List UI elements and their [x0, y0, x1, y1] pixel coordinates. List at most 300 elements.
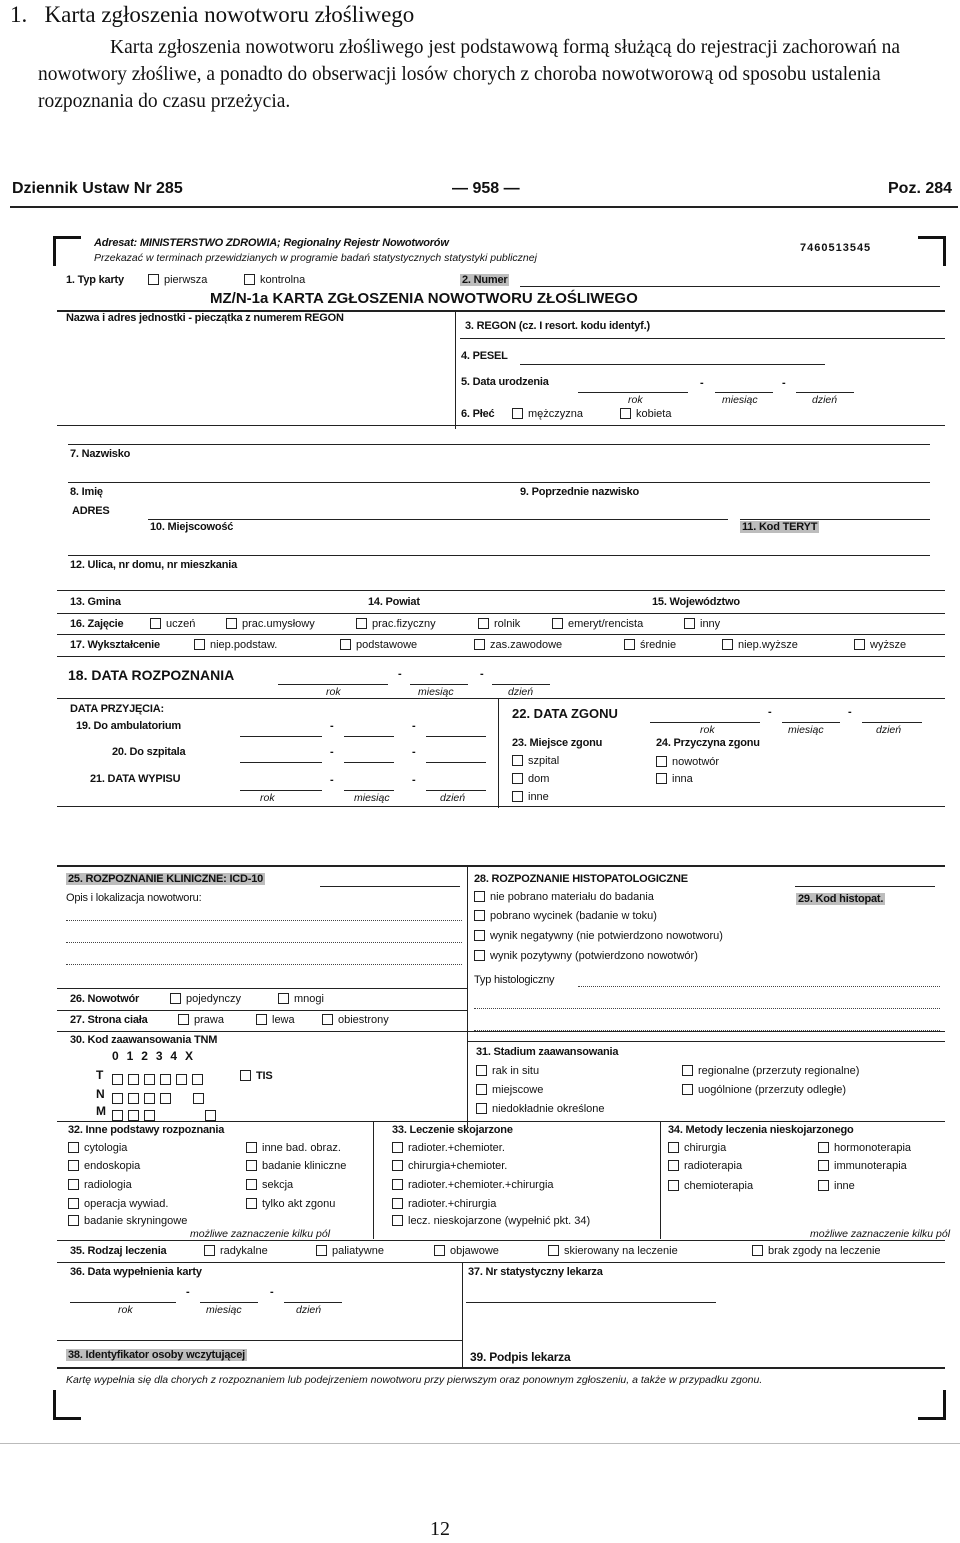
- gazette-rule: [10, 206, 958, 208]
- checkbox[interactable]: [476, 1084, 487, 1095]
- combined-option[interactable]: [392, 1142, 505, 1154]
- diagnosis-date-label: 18. DATA ROZPOZNANIA: [68, 667, 235, 683]
- year-caption: rok: [326, 686, 341, 698]
- option-label: rak in situ: [492, 1065, 540, 1077]
- occupation-option[interactable]: [478, 618, 520, 630]
- tnm-t-boxes[interactable]: [112, 1070, 208, 1088]
- clinical-diag-label: 25. ROZPOZNANIE KLINICZNE: ICD-10: [68, 873, 264, 885]
- option-label: paliatywne: [332, 1245, 384, 1257]
- other-basis-option[interactable]: [68, 1198, 168, 1210]
- divider: [373, 1121, 374, 1239]
- ambulatory-label: 19. Do ambulatorium: [76, 720, 181, 732]
- checkbox[interactable]: [548, 1245, 559, 1256]
- checkbox[interactable]: [392, 1160, 403, 1171]
- year-caption: rok: [118, 1304, 133, 1316]
- death-date-label: 22. DATA ZGONU: [512, 706, 618, 721]
- locality-label: 10. Miejscowość: [150, 521, 234, 533]
- corner-mark: [918, 1390, 946, 1420]
- divider: [57, 1031, 945, 1032]
- divider: [57, 865, 945, 867]
- signature-label: 39. Podpis lekarza: [470, 1350, 571, 1364]
- divider: [57, 806, 945, 807]
- checkbox[interactable]: [552, 618, 563, 629]
- histo-type-line[interactable]: [578, 986, 940, 987]
- option-label: inne: [834, 1180, 855, 1192]
- checkbox[interactable]: [512, 773, 523, 784]
- other-basis-option[interactable]: [246, 1179, 293, 1191]
- checkbox[interactable]: [68, 1179, 79, 1190]
- option-label: prawa: [194, 1014, 224, 1026]
- date-field[interactable]: [426, 762, 486, 763]
- checkbox[interactable]: [246, 1198, 257, 1209]
- checkbox[interactable]: [668, 1142, 679, 1153]
- option-label: wyższe: [870, 639, 907, 651]
- year-caption: rok: [260, 792, 275, 804]
- divider: [467, 865, 468, 1127]
- option-label: radioter.+chemioter.+chirurgia: [408, 1179, 554, 1191]
- barcode-number: 7460513545: [800, 242, 872, 254]
- divider: [57, 590, 945, 591]
- option-label: miejscowe: [492, 1084, 544, 1096]
- histo-code-field[interactable]: [795, 886, 935, 887]
- non-combined-option[interactable]: [818, 1180, 855, 1192]
- education-option[interactable]: [722, 639, 798, 651]
- option-label: zas.zawodowe: [490, 639, 563, 651]
- checkbox[interactable]: [246, 1160, 257, 1171]
- treatment-type-option[interactable]: [548, 1245, 678, 1257]
- checkbox[interactable]: [818, 1180, 829, 1191]
- death-place-option[interactable]: [512, 755, 559, 767]
- divider: [57, 425, 945, 426]
- checkbox[interactable]: [150, 618, 161, 629]
- section-number: 1.: [10, 2, 28, 27]
- page-rule: [0, 1443, 960, 1444]
- multi-select-note: możliwe zaznaczenie kilku pól: [810, 1228, 951, 1240]
- option-label: emeryt/rencista: [568, 618, 644, 630]
- checkbox[interactable]: [68, 1142, 79, 1153]
- surname-field[interactable]: [68, 444, 930, 445]
- checkbox[interactable]: [322, 1014, 333, 1025]
- checkbox[interactable]: [392, 1198, 403, 1209]
- regon-field[interactable]: [460, 338, 945, 339]
- option-label: tylko akt zgonu: [262, 1198, 336, 1210]
- occupation-label: 16. Zajęcie: [70, 618, 124, 630]
- option-label: pobrano wycinek (badanie w toku): [490, 910, 657, 922]
- checkbox[interactable]: [246, 1179, 257, 1190]
- pesel-field[interactable]: [520, 364, 825, 365]
- other-basis-option[interactable]: [68, 1142, 127, 1154]
- month-caption: miesiąc: [418, 686, 454, 698]
- stage-option[interactable]: [476, 1065, 539, 1077]
- option-label: nie pobrano materiału do badania: [490, 891, 654, 903]
- doctor-stat-no-field[interactable]: [466, 1302, 716, 1303]
- divider: [57, 634, 945, 635]
- other-basis-option[interactable]: [68, 1179, 132, 1191]
- day-caption: dzień: [876, 724, 902, 736]
- section-title: Karta zgłoszenia nowotworu złośliwego: [44, 2, 415, 27]
- histo-option[interactable]: [474, 950, 698, 962]
- street-field[interactable]: [68, 555, 930, 556]
- death-cause-option[interactable]: [656, 756, 719, 768]
- non-combined-option[interactable]: [668, 1160, 742, 1172]
- regon-label: 3. REGON (cz. I resort. kodu identyf.): [465, 320, 650, 332]
- surname-label: 7. Nazwisko: [70, 448, 131, 460]
- histo-option[interactable]: [474, 910, 657, 922]
- body-side-option[interactable]: [322, 1014, 389, 1026]
- treatment-type-option[interactable]: [434, 1245, 499, 1257]
- checkbox[interactable]: [476, 1065, 487, 1076]
- day-caption: dzień: [812, 394, 838, 406]
- tumor-option[interactable]: [278, 993, 324, 1005]
- card-type-label: 1. Typ karty: [66, 274, 124, 286]
- combined-option[interactable]: [392, 1160, 507, 1172]
- combined-option[interactable]: [392, 1198, 496, 1210]
- tnm-n-boxes[interactable]: [112, 1089, 209, 1107]
- przekazac-text: Przekazać w terminach przewidzianych w programie badań statystycznych statystyki publicznej: [94, 252, 537, 264]
- histo-option[interactable]: [474, 930, 723, 942]
- option-label: wynik negatywny (nie potwierdzono nowotworu): [490, 930, 723, 942]
- body-side-label: 27. Strona ciała: [70, 1014, 148, 1026]
- number-label: 2. Numer: [462, 274, 508, 286]
- date-field[interactable]: [426, 736, 486, 737]
- hospital-label: 20. Do szpitala: [112, 746, 186, 758]
- checkbox[interactable]: [178, 1014, 189, 1025]
- option-label: badanie kliniczne: [262, 1160, 347, 1172]
- icd10-field[interactable]: [320, 886, 460, 887]
- checkbox[interactable]: [278, 993, 289, 1004]
- option-label: objawowe: [450, 1245, 499, 1257]
- gmina-label: 13. Gmina: [70, 596, 121, 608]
- tnm-tis[interactable]: [240, 1070, 273, 1082]
- divider: [498, 698, 499, 808]
- option-label: chirurgia: [684, 1142, 727, 1154]
- option-label: chirurgia+chemioter.: [408, 1160, 508, 1172]
- death-place-option[interactable]: [512, 773, 549, 785]
- option-label: nowotwór: [672, 756, 720, 768]
- operator-id-label: 38. Identyfikator osoby wczytującej: [68, 1349, 246, 1361]
- checkbox[interactable]: [148, 274, 159, 285]
- checkbox[interactable]: [68, 1198, 79, 1209]
- option-label: pierwsza: [164, 274, 208, 286]
- checkbox[interactable]: [256, 1014, 267, 1025]
- option-label: hormonoterapia: [834, 1142, 912, 1154]
- discharge-label: 21. DATA WYPISU: [90, 773, 181, 785]
- date-field[interactable]: [240, 762, 322, 763]
- option-label: dom: [528, 773, 550, 785]
- option-label: skierowany na leczenie: [564, 1245, 678, 1257]
- tnm-columns: 0 1 2 3 4 X: [112, 1049, 193, 1063]
- checkbox[interactable]: [624, 639, 635, 650]
- pesel-label: 4. PESEL: [461, 350, 508, 362]
- date-field[interactable]: [344, 736, 394, 737]
- stage-option[interactable]: [682, 1084, 846, 1096]
- non-combined-label: 34. Metody leczenia nieskojarzonego: [668, 1124, 854, 1136]
- day-caption: dzień: [508, 686, 534, 698]
- option-label: lecz. nieskojarzone (wypełnić pkt. 34): [408, 1215, 591, 1227]
- option-label: kontrolna: [260, 274, 306, 286]
- checkbox[interactable]: [512, 755, 523, 766]
- option-label: badanie skryningowe: [84, 1215, 188, 1227]
- option-label: obiestrony: [338, 1014, 389, 1026]
- divider: [57, 1262, 945, 1263]
- admission-date-label: DATA PRZYJĘCIA:: [70, 703, 164, 715]
- education-label: 17. Wykształcenie: [70, 639, 160, 651]
- education-option[interactable]: [854, 639, 906, 651]
- option-label: radioter.+chemioter.: [408, 1142, 505, 1154]
- checkbox[interactable]: [194, 639, 205, 650]
- other-basis-option[interactable]: [246, 1198, 335, 1210]
- option-label: niep.wyższe: [738, 639, 798, 651]
- checkbox[interactable]: [474, 891, 485, 902]
- birthdate-label: 5. Data urodzenia: [461, 376, 549, 388]
- stage-option[interactable]: [476, 1103, 605, 1115]
- multi-select-note: możliwe zaznaczenie kilku pól: [190, 1228, 331, 1240]
- checkbox[interactable]: [246, 1142, 257, 1153]
- histo-type-line[interactable]: [474, 1008, 940, 1009]
- option-label: inne: [528, 791, 549, 803]
- locality-field[interactable]: [148, 519, 728, 520]
- day-caption: dzień: [440, 792, 466, 804]
- divider: [57, 1121, 945, 1122]
- checkbox[interactable]: [356, 618, 367, 629]
- checkbox[interactable]: [818, 1160, 829, 1171]
- footnote: Kartę wypełnia się dla chorych z rozpoznaniem lub podejrzeniem nowotworu przy pierwszym oraz ponownym zgłoszeniu, a także w przypadku zgonu.: [66, 1374, 763, 1386]
- checkbox[interactable]: [226, 618, 237, 629]
- death-place-label: 23. Miejsce zgonu: [512, 737, 603, 749]
- divider: [57, 1010, 467, 1011]
- checkbox[interactable]: [474, 950, 485, 961]
- date-field[interactable]: [240, 736, 322, 737]
- option-label: szpital: [528, 755, 560, 767]
- other-basis-option[interactable]: [246, 1142, 341, 1154]
- divider: [57, 988, 467, 989]
- combined-treatment-label: 33. Leczenie skojarzone: [392, 1124, 513, 1136]
- description-line[interactable]: [66, 964, 462, 965]
- education-option[interactable]: [194, 639, 277, 651]
- firstname-field[interactable]: [68, 482, 930, 483]
- combined-option[interactable]: [392, 1179, 554, 1191]
- checkbox[interactable]: [478, 618, 489, 629]
- occupation-option[interactable]: [684, 618, 720, 630]
- voivodeship-label: 15. Województwo: [652, 596, 740, 608]
- divider: [462, 1262, 463, 1367]
- sex-male[interactable]: [512, 408, 583, 420]
- option-label: pojedynczy: [186, 993, 242, 1005]
- histo-code-label: 29. Kod histopat.: [798, 893, 884, 905]
- treatment-type-option[interactable]: [316, 1245, 384, 1257]
- checkbox[interactable]: [656, 773, 667, 784]
- tnm-t: T: [96, 1068, 104, 1082]
- checkbox[interactable]: [668, 1160, 679, 1171]
- occupation-option[interactable]: [552, 618, 643, 630]
- education-option[interactable]: [624, 639, 676, 651]
- form-title: MZ/N-1a KARTA ZGŁOSZENIA NOWOTWORU ZŁOŚLIWEGO: [210, 290, 638, 307]
- checkbox[interactable]: [684, 618, 695, 629]
- checkbox[interactable]: [340, 639, 351, 650]
- checkbox[interactable]: [620, 408, 631, 419]
- checkbox[interactable]: [474, 639, 485, 650]
- checkbox[interactable]: [68, 1160, 79, 1171]
- treatment-type-option[interactable]: [752, 1245, 881, 1257]
- teryt-label: 11. Kod TERYT: [742, 521, 818, 533]
- doctor-stat-no-label: 37. Nr statystyczny lekarza: [468, 1266, 603, 1278]
- divider: [57, 1367, 945, 1369]
- checkbox[interactable]: [474, 930, 485, 941]
- stage-label: 31. Stadium zaawansowania: [476, 1046, 619, 1058]
- checkbox[interactable]: [476, 1103, 487, 1114]
- occupation-option[interactable]: [150, 618, 195, 630]
- checkbox[interactable]: [474, 910, 485, 921]
- histo-option[interactable]: [474, 891, 654, 903]
- gazette-page: — 958 —: [452, 180, 520, 197]
- month-caption: miesiąc: [722, 394, 758, 406]
- checkbox[interactable]: [682, 1084, 693, 1095]
- checkbox[interactable]: [68, 1215, 79, 1226]
- checkbox[interactable]: [512, 408, 523, 419]
- occupation-option[interactable]: [226, 618, 315, 630]
- checkbox[interactable]: [244, 274, 255, 285]
- divider: [57, 1340, 462, 1341]
- prev-surname-label: 9. Poprzednie nazwisko: [520, 486, 640, 498]
- month-caption: miesiąc: [206, 1304, 242, 1316]
- divider: [660, 1121, 661, 1239]
- tnm-n: N: [96, 1087, 105, 1101]
- option-label: uczeń: [166, 618, 196, 630]
- stage-option[interactable]: [476, 1084, 543, 1096]
- checkbox[interactable]: [434, 1245, 445, 1256]
- tnm-m: M: [96, 1104, 106, 1118]
- option-label: radioter.+chirurgia: [408, 1198, 497, 1210]
- description-line[interactable]: [66, 920, 462, 921]
- checkbox[interactable]: [392, 1142, 403, 1153]
- option-label: radiologia: [84, 1179, 132, 1191]
- checkbox[interactable]: [240, 1070, 251, 1081]
- non-combined-option[interactable]: [818, 1142, 911, 1154]
- card-type-control[interactable]: [244, 274, 305, 286]
- divider: [467, 1041, 945, 1042]
- option-label: kobieta: [636, 408, 672, 420]
- card-type-first[interactable]: [148, 274, 207, 286]
- option-label: cytologia: [84, 1142, 128, 1154]
- other-basis-option[interactable]: [246, 1160, 346, 1172]
- intro-paragraph: Karta zgłoszenia nowotworu złośliwego jest podstawową formą służącą do rejestracji zachorowań na nowotwory złośliwe, a ponadto do obserwacji losów chorych z choroba nowotworową od sposobu ustalenia rozpoznania do czasu przeżycia.: [38, 37, 900, 112]
- gazette-name: Dziennik Ustaw Nr 285: [12, 180, 183, 197]
- checkbox[interactable]: [512, 791, 523, 802]
- corner-mark: [53, 1390, 81, 1420]
- death-cause-label: 24. Przyczyna zgonu: [656, 737, 760, 749]
- divider: [57, 1240, 945, 1241]
- option-label: wynik pozytywny (potwierdzono nowotwór): [490, 950, 698, 962]
- checkbox[interactable]: [392, 1179, 403, 1190]
- option-label: uogólnione (przerzuty odległe): [698, 1084, 846, 1096]
- checkbox[interactable]: [682, 1065, 693, 1076]
- option-label: niedokładnie określone: [492, 1103, 605, 1115]
- checkbox[interactable]: [752, 1245, 763, 1256]
- option-label: prac.umysłowy: [242, 618, 315, 630]
- education-option[interactable]: [474, 639, 562, 651]
- treatment-type-label: 35. Rodzaj leczenia: [70, 1245, 167, 1257]
- option-label: średnie: [640, 639, 677, 651]
- street-label: 12. Ulica, nr domu, nr mieszkania: [70, 559, 238, 571]
- option-label: mężczyzna: [528, 408, 584, 420]
- option-label: regionalne (przerzuty regionalne): [698, 1065, 860, 1077]
- body-side-option[interactable]: [256, 1014, 295, 1026]
- section-heading: [10, 2, 414, 28]
- checkbox[interactable]: [170, 993, 181, 1004]
- address-label: ADRES: [72, 505, 110, 517]
- description-line[interactable]: [66, 942, 462, 943]
- tumor-option[interactable]: [170, 993, 241, 1005]
- divider: [57, 698, 945, 699]
- option-label: inny: [700, 618, 721, 630]
- option-label: lewa: [272, 1014, 295, 1026]
- date-field[interactable]: [240, 790, 322, 791]
- description-label: Opis i lokalizacja nowotworu:: [66, 892, 202, 904]
- occupation-option[interactable]: [356, 618, 436, 630]
- option-label: TIS: [256, 1070, 273, 1082]
- option-label: podstawowe: [356, 639, 418, 651]
- histo-type-label: Typ histologiczny: [474, 974, 555, 986]
- option-label: immunoterapia: [834, 1160, 907, 1172]
- checkbox[interactable]: [818, 1142, 829, 1153]
- stage-option[interactable]: [682, 1065, 859, 1077]
- gazette-position: Poz. 284: [888, 180, 953, 197]
- non-combined-option[interactable]: [668, 1180, 753, 1192]
- option-label: rolnik: [494, 618, 521, 630]
- other-basis-option[interactable]: [68, 1215, 187, 1227]
- checkbox[interactable]: [316, 1245, 327, 1256]
- tnm-label: 30. Kod zaawansowania TNM: [70, 1034, 218, 1046]
- option-label: niep.podstaw.: [210, 639, 278, 651]
- other-basis-label: 32. Inne podstawy rozpoznania: [68, 1124, 225, 1136]
- checkbox[interactable]: [854, 639, 865, 650]
- death-place-option[interactable]: [512, 791, 549, 803]
- death-cause-option[interactable]: [656, 773, 693, 785]
- combined-option[interactable]: [392, 1215, 590, 1227]
- body-side-option[interactable]: [178, 1014, 224, 1026]
- number-field[interactable]: [520, 286, 940, 287]
- non-combined-option[interactable]: [668, 1142, 726, 1154]
- checkbox[interactable]: [204, 1245, 215, 1256]
- other-basis-option[interactable]: [68, 1160, 140, 1172]
- page-number: 12: [430, 1518, 450, 1540]
- non-combined-option[interactable]: [818, 1160, 907, 1172]
- corner-mark: [53, 236, 81, 266]
- firstname-label: 8. Imię: [70, 486, 103, 498]
- option-label: radioterapia: [684, 1160, 743, 1172]
- option-label: radykalne: [220, 1245, 268, 1257]
- date-field[interactable]: [344, 762, 394, 763]
- year-caption: rok: [628, 394, 643, 406]
- month-caption: miesiąc: [354, 792, 390, 804]
- checkbox[interactable]: [722, 639, 733, 650]
- checkbox[interactable]: [656, 756, 667, 767]
- education-option[interactable]: [340, 639, 417, 651]
- sex-female[interactable]: [620, 408, 671, 420]
- fill-date-label: 36. Data wypełnienia karty: [70, 1266, 202, 1278]
- sex-label: 6. Płeć: [461, 408, 495, 420]
- checkbox[interactable]: [668, 1180, 679, 1191]
- option-label: inna: [672, 773, 693, 785]
- option-label: chemioterapia: [684, 1180, 754, 1192]
- treatment-type-option[interactable]: [204, 1245, 268, 1257]
- divider: [57, 613, 945, 614]
- histo-label: 28. ROZPOZNANIE HISTOPATOLOGICZNE: [474, 873, 688, 885]
- option-label: mnogi: [294, 993, 324, 1005]
- option-label: inne bad. obraz.: [262, 1142, 341, 1154]
- option-label: operacja wywiad.: [84, 1198, 169, 1210]
- checkbox[interactable]: [392, 1215, 403, 1226]
